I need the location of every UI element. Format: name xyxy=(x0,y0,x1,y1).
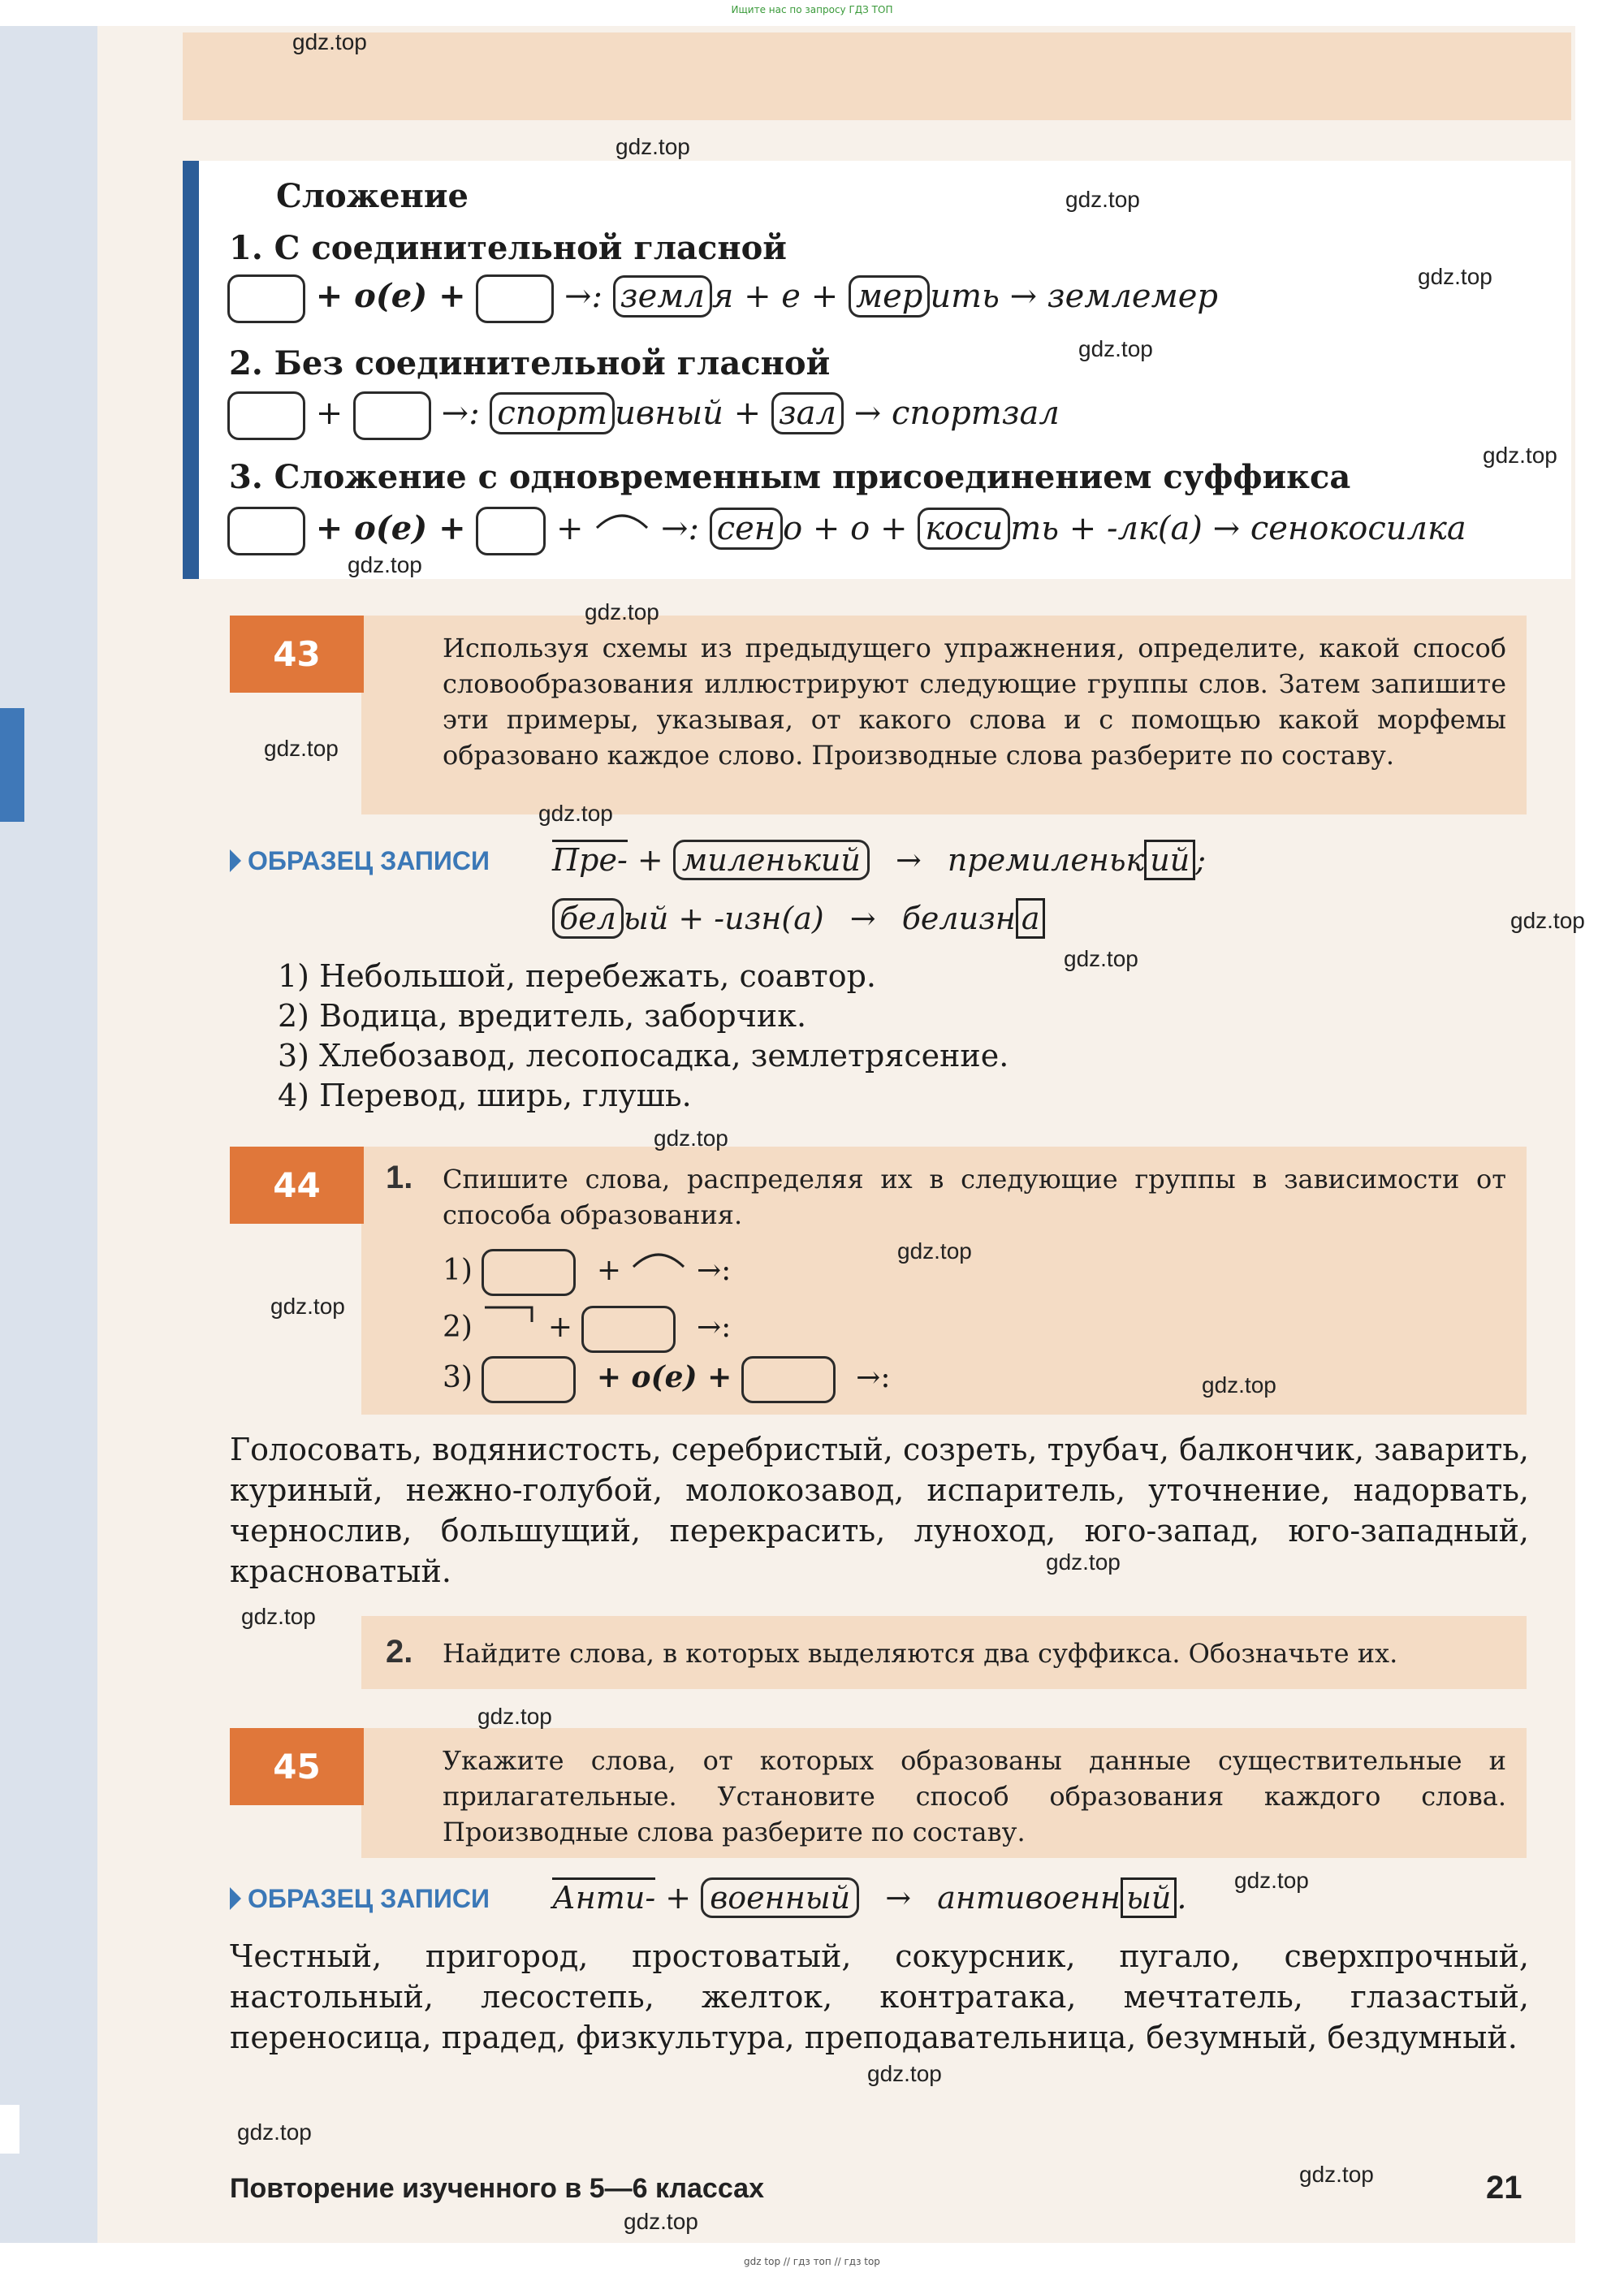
watermark: gdz.top xyxy=(1299,2162,1374,2187)
ex43-group-2: 2) Водица, вредитель, заборчик. xyxy=(278,998,807,1034)
root-mer: мер xyxy=(849,275,930,318)
bottom-note: gdz top // гдз топ // гдз top xyxy=(744,2256,880,2267)
watermark: gdz.top xyxy=(270,1294,345,1319)
ex45-words: Честный, пригород, простоватый, сокурсник, пугало, сверхпрочный, настольный, лесостепь, желток, контратака, мечтатель, глазастый, переносица, прадед, физкультура, преподавательница, безумный, бездумный. xyxy=(230,1938,1529,2055)
play-triangle-icon xyxy=(230,849,241,872)
top-note: Ищите нас по запросу ГДЗ ТОП xyxy=(731,4,893,15)
watermark: gdz.top xyxy=(348,552,422,577)
root-box xyxy=(476,274,554,323)
ex43-group-4: 4) Перевод, ширь, глушь. xyxy=(278,1078,692,1113)
play-triangle-icon xyxy=(230,1887,241,1910)
watermark: gdz.top xyxy=(624,2209,698,2234)
root-box xyxy=(476,507,546,555)
watermark: gdz.top xyxy=(241,1604,316,1629)
watermark: gdz.top xyxy=(1064,946,1138,971)
formula-3: + о(е) + + →: сен о + о + коси ть + -лк(а) → сенокосилка xyxy=(227,507,1466,555)
watermark: gdz.top xyxy=(1046,1549,1121,1575)
watermark: gdz.top xyxy=(1202,1372,1276,1398)
root-zal: зал xyxy=(771,392,844,434)
ex43-task-text: Используя схемы из предыдущего упражнения, определите, какой способ словообразования иллюстрируют следующие группы слов. Затем запишите эти примеры, указывая, от какого слова и с помощью какой морфемы образовано каждое слово. Производные слова разберите по составу. xyxy=(443,633,1506,771)
watermark: gdz.top xyxy=(615,134,690,159)
watermark: gdz.top xyxy=(585,599,659,624)
ex43-group-1: 1) Небольшой, перебежать, соавтор. xyxy=(278,958,876,994)
scheme-item-1: 1. С соединительной гласной xyxy=(229,229,787,267)
scheme-accent-bar xyxy=(183,161,199,579)
footer-title: Повторение изученного в 5—6 классах xyxy=(230,2173,764,2204)
top-band xyxy=(183,32,1571,120)
suffix-arc-icon xyxy=(594,507,650,531)
ex45-sample-label: ОБРАЗЕЦ ЗАПИСИ xyxy=(230,1884,490,1914)
scheme-item-3: 3. Сложение с одновременным присоединением суффикса xyxy=(229,458,1351,496)
watermark: gdz.top xyxy=(897,1238,972,1264)
watermark: gdz.top xyxy=(1078,336,1153,361)
watermark: gdz.top xyxy=(1065,187,1140,212)
formula-1: + о(е) + →: земл я + е + мер ить → землемер xyxy=(227,274,1218,323)
ex43-sample-label: ОБРАЗЕЦ ЗАПИСИ xyxy=(230,846,490,876)
watermark: gdz.top xyxy=(867,2061,942,2086)
watermark: gdz.top xyxy=(654,1126,728,1151)
left-page-edge xyxy=(0,26,97,2243)
watermark: gdz.top xyxy=(292,29,367,54)
page-number: 21 xyxy=(1486,2170,1522,2206)
root-box xyxy=(227,391,305,440)
watermark: gdz.top xyxy=(1483,443,1557,468)
watermark: gdz.top xyxy=(1418,264,1492,289)
root-sport: спорт xyxy=(490,392,615,434)
root-box xyxy=(353,391,431,440)
watermark: gdz.top xyxy=(264,736,339,761)
root-sen: сен xyxy=(710,508,783,550)
watermark: gdz.top xyxy=(477,1704,552,1729)
scheme-title: Сложение xyxy=(276,177,469,215)
ex44-task1-number: 1. xyxy=(386,1160,413,1195)
prefix-bracket-icon xyxy=(482,1303,538,1327)
formula-2: + →: спорт ивный + зал → спортзал xyxy=(227,391,1060,440)
exercise-number: 43 xyxy=(230,616,364,693)
ex44-scheme-2: 2) + →: xyxy=(443,1303,731,1353)
scheme-item-2: 2. Без соединительной гласной xyxy=(229,344,831,382)
ex44-task1-text: Спишите слова, распределяя их в следующие группы в зависимости от способа образования. xyxy=(443,1164,1506,1230)
root-box xyxy=(227,274,305,323)
watermark: gdz.top xyxy=(1234,1868,1309,1893)
exercise-number: 45 xyxy=(230,1728,364,1805)
root-zeml: земл xyxy=(613,275,712,318)
ex45-sample-line: Анти- + военный → антивоенн ый . xyxy=(552,1877,1186,1918)
watermark: gdz.top xyxy=(538,801,613,826)
root-kosi: коси xyxy=(918,508,1010,550)
root-box xyxy=(227,507,305,555)
watermark: gdz.top xyxy=(1510,908,1585,933)
ex44-task2-number: 2. xyxy=(386,1634,413,1670)
ex44-task2-text: Найдите слова, в которых выделяются два суффикса. Обозначьте их. xyxy=(443,1638,1398,1669)
exercise-number: 44 xyxy=(230,1147,364,1224)
ex43-sample-line-2: бел ый + -изн(а) → белизн а xyxy=(552,898,1045,939)
ex43-group-3: 3) Хлебозавод, лесопосадка, землетрясение. xyxy=(278,1038,1009,1074)
ex43-sample-line-1: Пре- + миленький → премиленьк ий ; xyxy=(552,840,1206,880)
ex44-scheme-1: 1) + →: xyxy=(443,1246,731,1296)
ex44-scheme-3: 3) + о(е) + →: xyxy=(443,1356,890,1403)
ex45-task-text: Укажите слова, от которых образованы данные существительные и прилагательные. Установите способ образования каждого слова. Производные слова разберите по составу. xyxy=(443,1745,1506,1847)
suffix-arc-icon xyxy=(630,1246,687,1270)
ex44-words: Голосовать, водянистость, серебристый, созреть, трубач, балкончик, заварить, куриный, нежно-голубой, молокозавод, испаритель, уточнение, надорвать, чернослив, большущий, перекрасить, луноход, юго-запад, юго-западный, красноватый. xyxy=(230,1432,1529,1589)
watermark: gdz.top xyxy=(237,2119,312,2145)
